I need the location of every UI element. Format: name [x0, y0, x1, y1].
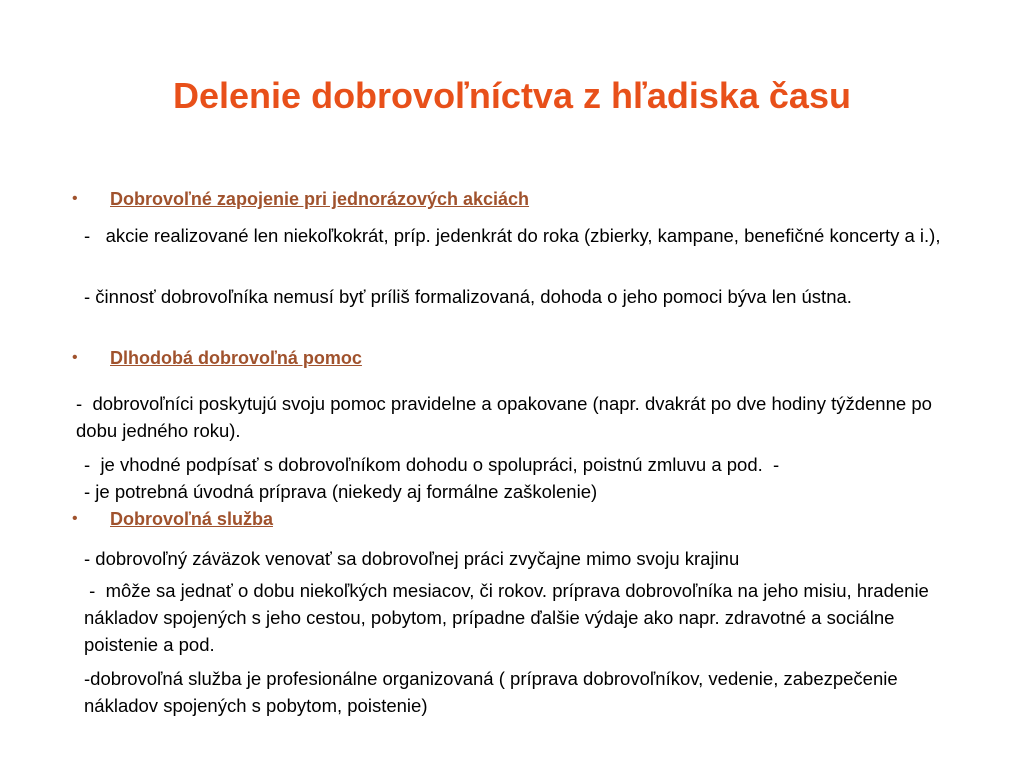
section-3-item-3: -dobrovoľná služba je profesionálne organizovaná ( príprava dobrovoľníkov, vedenie, zabezpečenie nákladov spojených s pobytom, poistenie) [84, 668, 903, 716]
section-3-item-2: - môže sa jednať o dobu niekoľkých mesiacov, či rokov. príprava dobrovoľníka na jeho misiu, hradenie nákladov spojených s jeho cestou, pobytom, prípadne ďalšie výdaje ako napr. zdravotné a sociálne poistenie a pod. [84, 580, 934, 655]
section-3-item-1: - dobrovoľný záväzok venovať sa dobrovoľnej práci zvyčajne mimo svoju krajinu [84, 548, 740, 569]
bullet-icon: • [72, 510, 78, 527]
section-3-bullet [72, 506, 273, 532]
section-2-item-3: - je potrebná úvodná príprava (niekedy aj formálne zaškolenie) [84, 481, 598, 502]
section-2-heading: Dlhodobá dobrovoľná pomoc [110, 348, 362, 368]
section-3-heading: Dobrovoľná služba [110, 509, 273, 529]
section-1-item-1: - akcie realizované len niekoľkokrát, príp. jedenkrát do roka (zbierky, kampane, beneﬁčné koncerty a i.), [84, 225, 941, 246]
section-1-item-2: - činnosť dobrovoľníka nemusí byť príliš formalizovaná, dohoda o jeho pomoci býva len ústna. [84, 286, 852, 307]
section-2-item-2: - je vhodné podpísať s dobrovoľníkom dohodu o spolupráci, poistnú zmluvu a pod. - [84, 454, 780, 475]
slide-title: Delenie dobrovoľníctva z hľadiska času [173, 75, 851, 116]
section-1-bullet [72, 186, 529, 212]
bullet-icon: • [72, 190, 78, 207]
section-2-bullet [72, 345, 362, 371]
section-1-heading: Dobrovoľné zapojenie pri jednorázových akciách [110, 189, 530, 209]
section-2-item-1: - dobrovoľníci poskytujú svoju pomoc pravidelne a opakovane (napr. dvakrát po dve hodiny týždenne po dobu jedného roku). [76, 393, 938, 441]
bullet-icon: • [72, 349, 78, 366]
